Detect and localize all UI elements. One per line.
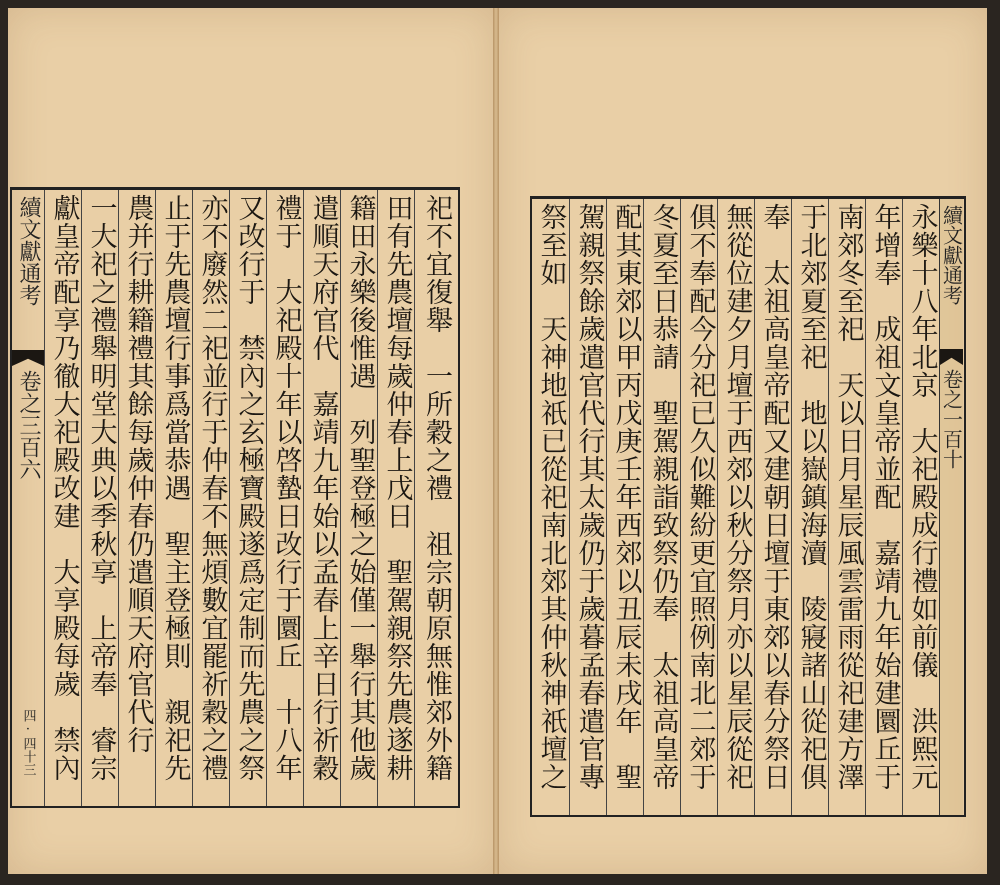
- right-column-4: [791, 199, 829, 815]
- column-text: 永樂十八年北京 大祀殿成行禮如前儀 洪熙元: [906, 203, 938, 791]
- column-text: 籍田永樂後惟遇 列聖登極之始僅一舉行其他歲: [344, 194, 376, 782]
- column-text: 一大祀之禮舉明堂大典以季秋享 上帝奉 睿宗: [85, 194, 117, 782]
- left-banxin: [12, 190, 44, 806]
- column-text: 亦不廢然二祀並行于仲春不無煩數宜罷祈穀之禮: [196, 194, 228, 782]
- right-column-10: [569, 199, 607, 815]
- left-column-1: [414, 190, 457, 806]
- column-text: 祀不宜復舉 一所穀之禮 祖宗朝原無惟郊外籍: [421, 194, 452, 782]
- left-column-5: [266, 190, 304, 806]
- right-banxin-title: 續文獻通考: [939, 205, 964, 305]
- book-gutter: [493, 8, 499, 874]
- column-text: 獻皇帝配享乃徹大祀殿改建 大享殿每歲 禁內: [48, 194, 80, 782]
- right-column-2: [865, 199, 903, 815]
- right-column-8: [643, 199, 681, 815]
- left-column-7: [192, 190, 230, 806]
- left-column-8: [155, 190, 193, 806]
- column-text: 田有先農壇每歲仲春上戊日 聖駕親祭先農遂耕: [381, 194, 413, 782]
- left-text-frame: [10, 187, 460, 808]
- column-text: 遣順天府官代 嘉靖九年始以孟春上辛日行祈穀: [307, 194, 339, 782]
- left-banxin-title: 續文獻通考: [16, 196, 41, 306]
- left-column-2: [377, 190, 415, 806]
- left-column-3: [340, 190, 378, 806]
- left-column-4: [303, 190, 341, 806]
- column-text: 又改行于 禁內之玄極寶殿遂爲定制而先農之祭: [233, 194, 265, 782]
- right-column-6: [717, 199, 755, 815]
- column-text: 農并行耕籍禮其餘每歲仲春仍遣順天府官代行: [122, 194, 154, 754]
- column-text: 于北郊夏至祀 地以嶽鎮海瀆 陵寢諸山從祀俱: [795, 203, 827, 791]
- left-banxin-page-number: 四·四十三: [20, 709, 36, 776]
- column-text: 禮于 大祀殿十年以啓蟄日改行于圜丘 十八年: [270, 194, 302, 782]
- right-column-7: [680, 199, 718, 815]
- left-column-11: [44, 190, 82, 806]
- column-text: 冬夏至日恭請 聖駕親詣致祭仍奉 太祖高皇帝: [647, 203, 679, 791]
- left-column-6: [229, 190, 267, 806]
- column-text: 駕親祭餘歲遣官代行其太歲仍于歲暮孟春遣官專: [573, 203, 605, 791]
- left-column-10: [81, 190, 119, 806]
- column-text: 奉 太祖高皇帝配又建朝日壇于東郊以春分祭日: [758, 203, 790, 791]
- left-fishtail-mark: [12, 350, 44, 366]
- right-column-5: [754, 199, 792, 815]
- right-column-11: [532, 199, 569, 815]
- right-fishtail-mark: [940, 349, 963, 365]
- column-text: 無從位建夕月壇于西郊以秋分祭月亦以星辰從祀: [721, 203, 753, 791]
- column-text: 祭至如 天神地祇已從祀南北郊其仲秋神祇壇之: [535, 203, 567, 791]
- right-text-frame: [530, 196, 966, 817]
- right-column-1: [902, 199, 940, 815]
- column-text: 俱不奉配今分祀已久似難紛更宜照例南北二郊于: [684, 203, 716, 791]
- column-text: 配其東郊以甲丙戊庚壬年西郊以丑辰未戌年 聖: [610, 203, 642, 791]
- column-text: 南郊冬至祀 天以日月星辰風雲雷雨從祀建方澤: [832, 203, 864, 791]
- right-banxin: [939, 199, 963, 815]
- left-banxin-chapter: 卷之三百六: [16, 370, 41, 480]
- column-text: 止于先農壇行事爲當恭遇 聖主登極則 親祀先: [159, 194, 191, 782]
- left-column-9: [118, 190, 156, 806]
- right-column-9: [606, 199, 644, 815]
- column-text: 年增奉 成祖文皇帝並配 嘉靖九年始建圜丘于: [869, 203, 901, 791]
- right-column-3: [828, 199, 866, 815]
- right-banxin-chapter: 卷之一百十: [939, 369, 964, 469]
